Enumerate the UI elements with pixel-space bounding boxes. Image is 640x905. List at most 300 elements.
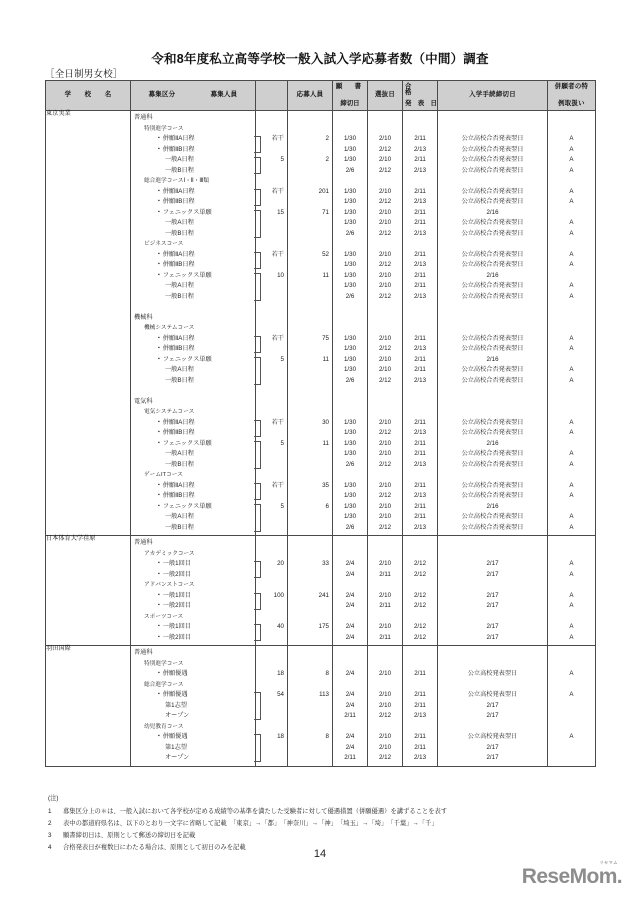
applicants-value: 113 bbox=[319, 691, 329, 698]
doc-deadline-value: 1/30 bbox=[343, 366, 357, 373]
applicants-value bbox=[288, 365, 332, 376]
exam-date-value: 2/10 bbox=[378, 366, 392, 373]
division-label: 普通科 bbox=[134, 114, 153, 121]
note-value bbox=[548, 680, 595, 691]
note-value bbox=[548, 711, 595, 722]
quota-value bbox=[256, 428, 287, 439]
exam-date-value: 2/12 bbox=[378, 345, 392, 352]
header-division-label: 募集区分 bbox=[148, 91, 176, 99]
applicants-value bbox=[288, 229, 332, 240]
result-date-value: 2/11 bbox=[414, 450, 426, 457]
doc-deadline-value: 1/30 bbox=[343, 208, 357, 216]
procedure-value: 公立高校合否発表翌日 bbox=[461, 145, 524, 153]
procedure-value bbox=[438, 680, 547, 691]
doc-deadline-value: 1/30 bbox=[343, 355, 357, 363]
doc-deadline-cell bbox=[333, 646, 368, 767]
division-label: ゲームITコース bbox=[144, 472, 183, 478]
exam-date-value: 2/10 bbox=[378, 701, 392, 709]
applicants-value bbox=[288, 397, 332, 408]
applicants-value bbox=[288, 491, 332, 502]
division-label: ▪ 併願優遇 bbox=[131, 690, 255, 701]
procedure-value bbox=[438, 612, 547, 623]
quota-value: 54 bbox=[256, 690, 287, 701]
procedure-value bbox=[438, 648, 547, 659]
result-date-value: 2/11 bbox=[414, 691, 426, 698]
doc-deadline-value bbox=[333, 549, 367, 560]
division-label: ビジネスコース bbox=[144, 241, 184, 247]
procedure-value: 公立高校合否発表翌日 bbox=[461, 282, 524, 289]
exam-date-value: 2/10 bbox=[378, 250, 392, 258]
result-date-value bbox=[403, 470, 437, 481]
doc-deadline-cell bbox=[333, 111, 368, 536]
quota-value: 15 bbox=[256, 208, 287, 219]
quota-value bbox=[256, 491, 287, 502]
exam-date-value bbox=[368, 580, 402, 591]
division-label: ▪ 併願ⅡA日程 bbox=[131, 250, 255, 261]
division-label: ▪ 併願優遇 bbox=[131, 732, 255, 743]
doc-deadline-value: 1/30 bbox=[343, 156, 357, 163]
note-value: A bbox=[569, 623, 574, 630]
result-date-value bbox=[403, 680, 437, 691]
quota-value bbox=[256, 365, 287, 376]
exam-date-value bbox=[368, 239, 402, 250]
division-label: 一般A日程 bbox=[165, 282, 194, 289]
result-date-value: 2/11 bbox=[414, 282, 426, 289]
note-value bbox=[548, 648, 595, 659]
procedure-value: 公立高校合否発表翌日 bbox=[461, 250, 524, 258]
applicants-value bbox=[288, 292, 332, 303]
division-label: ▪ 併願ⅡB日程 bbox=[131, 260, 255, 271]
result-date-value: 2/11 bbox=[414, 271, 426, 279]
procedure-value: 公立高校合否発表翌日 bbox=[461, 187, 524, 195]
header-result-l2: 発 表 日 bbox=[405, 99, 437, 107]
result-date-value: 2/11 bbox=[414, 187, 426, 195]
note-value: A bbox=[569, 492, 574, 499]
quota-value bbox=[256, 239, 287, 250]
result-date-value: 2/11 bbox=[414, 355, 426, 363]
result-date-value: 2/13 bbox=[413, 376, 427, 384]
division-label: ▪ 一般2回目 bbox=[131, 601, 255, 612]
division-label: ▪ 一般2回目 bbox=[131, 570, 255, 581]
applicants-value bbox=[288, 386, 332, 397]
division-cell bbox=[131, 111, 256, 536]
quota-value bbox=[256, 292, 287, 303]
exam-date-value: 2/10 bbox=[378, 135, 392, 142]
procedure-value: 公立高校合否発表翌日 bbox=[461, 334, 524, 342]
applicants-value: 71 bbox=[322, 208, 329, 216]
footnote-text: 表中の都道府県名は、以下のとおり一文字に省略して記載 「東京」→「都」 「神奈川」→「神」 「埼玉」→「埼」 「千葉」→「千」 bbox=[63, 819, 438, 827]
quota-value bbox=[256, 281, 287, 292]
result-date-value: 2/13 bbox=[413, 229, 427, 237]
note-value bbox=[548, 239, 595, 250]
applicants-value bbox=[288, 344, 332, 355]
note-value: A bbox=[569, 513, 574, 520]
note-value: A bbox=[569, 282, 574, 289]
applicants-value bbox=[288, 124, 332, 135]
subtitle-label: ［全日制男女校］ bbox=[45, 69, 123, 80]
division-label: ▪ 一般1回目 bbox=[131, 622, 255, 633]
doc-deadline-value: 2/6 bbox=[345, 229, 355, 237]
procedure-value: 公立高校合否発表翌日 bbox=[461, 429, 524, 436]
note-cell bbox=[548, 536, 596, 646]
quota-value: 若干 bbox=[256, 481, 287, 492]
doc-deadline-value: 1/30 bbox=[343, 187, 357, 195]
procedure-cell bbox=[438, 111, 548, 536]
note-value: A bbox=[569, 633, 574, 641]
division-label: 総合進学コース bbox=[144, 681, 184, 688]
division-label: ▪ 併願ⅡA日程 bbox=[131, 187, 255, 198]
quota-value bbox=[256, 601, 287, 612]
procedure-value: 2/17 bbox=[486, 712, 499, 719]
result-date-value bbox=[403, 323, 437, 334]
exam-date-value: 2/10 bbox=[378, 743, 392, 751]
exam-date-value: 2/10 bbox=[378, 450, 392, 457]
result-date-value: 2/11 bbox=[414, 334, 426, 342]
note-value: A bbox=[569, 376, 574, 384]
note-value: A bbox=[569, 198, 574, 205]
exam-date-value: 2/10 bbox=[378, 502, 392, 510]
quota-value bbox=[256, 570, 287, 581]
procedure-value: 公立高校合否発表翌日 bbox=[461, 292, 524, 300]
result-date-value: 2/12 bbox=[413, 623, 427, 630]
exam-date-value: 2/11 bbox=[379, 633, 391, 641]
result-date-value: 2/13 bbox=[413, 198, 427, 205]
procedure-value bbox=[438, 659, 547, 670]
procedure-value bbox=[438, 176, 547, 187]
exam-date-value: 2/10 bbox=[378, 439, 392, 447]
quota-value: 100 bbox=[256, 591, 287, 602]
note-cell bbox=[548, 111, 596, 536]
footnote-item bbox=[48, 806, 447, 818]
applicants-value bbox=[288, 523, 332, 534]
exam-date-value: 2/12 bbox=[378, 712, 392, 719]
applicants-value bbox=[288, 302, 332, 313]
procedure-value: 2/17 bbox=[486, 570, 499, 578]
quota-value bbox=[256, 229, 287, 240]
division-label: 一般A日程 bbox=[165, 219, 194, 226]
quota-value bbox=[256, 302, 287, 313]
header-division bbox=[131, 81, 256, 111]
division-label: 特別進学コース bbox=[144, 125, 184, 132]
division-label: ▪ フェニックス単願 bbox=[131, 271, 255, 282]
note-value: A bbox=[569, 460, 574, 468]
result-date-value: 2/13 bbox=[413, 429, 427, 436]
division-label: 一般B日程 bbox=[165, 376, 194, 384]
applicants-value bbox=[288, 166, 332, 177]
exam-date-value bbox=[368, 302, 402, 313]
note-value bbox=[548, 386, 595, 397]
doc-deadline-value bbox=[333, 386, 367, 397]
division-label: オープン bbox=[165, 754, 190, 761]
note-value: A bbox=[569, 135, 574, 142]
quota-value bbox=[256, 145, 287, 156]
procedure-cell bbox=[438, 646, 548, 767]
division-label: スポーツコース bbox=[144, 613, 184, 620]
school-name-cell: 東京実業 bbox=[46, 111, 131, 536]
procedure-value: 2/17 bbox=[486, 743, 499, 751]
exam-date-value: 2/10 bbox=[378, 271, 392, 279]
doc-deadline-value: 2/6 bbox=[345, 292, 355, 300]
quota-value bbox=[256, 612, 287, 623]
quota-value bbox=[256, 512, 287, 523]
procedure-value bbox=[438, 580, 547, 591]
note-value: A bbox=[569, 219, 574, 226]
quota-value: 5 bbox=[256, 439, 287, 450]
procedure-value: 公立高校合否発表翌日 bbox=[461, 156, 524, 163]
quota-value bbox=[256, 407, 287, 418]
exam-date-value: 2/12 bbox=[378, 376, 392, 384]
result-date-cell bbox=[403, 111, 438, 536]
note-value bbox=[548, 397, 595, 408]
table-row bbox=[46, 536, 596, 646]
doc-deadline-value: 1/30 bbox=[343, 135, 357, 142]
result-date-value bbox=[403, 538, 437, 549]
result-date-value: 2/11 bbox=[414, 481, 426, 489]
quota-value bbox=[256, 397, 287, 408]
exam-date-value: 2/12 bbox=[378, 145, 392, 153]
quota-value: 若干 bbox=[256, 134, 287, 145]
applicants-value bbox=[288, 407, 332, 418]
header-doc-deadline-l2: 締切日 bbox=[340, 99, 360, 107]
applicants-value bbox=[288, 512, 332, 523]
doc-deadline-value: 1/30 bbox=[343, 219, 357, 226]
result-date-value bbox=[403, 313, 437, 324]
applicants-value bbox=[288, 313, 332, 324]
applicants-value bbox=[288, 460, 332, 471]
doc-deadline-value: 1/30 bbox=[343, 345, 357, 352]
note-value: A bbox=[569, 229, 574, 237]
division-label: 第1志望 bbox=[165, 701, 188, 709]
quota-cell bbox=[256, 536, 288, 646]
procedure-value bbox=[438, 313, 547, 324]
exam-date-value: 2/11 bbox=[379, 602, 391, 609]
exam-date-value bbox=[368, 612, 402, 623]
quota-value bbox=[256, 743, 287, 754]
doc-deadline-value: 1/30 bbox=[343, 334, 357, 342]
exam-date-value: 2/12 bbox=[378, 261, 392, 268]
quota-value bbox=[256, 344, 287, 355]
doc-deadline-value: 2/4 bbox=[345, 570, 355, 578]
applicants-value bbox=[288, 680, 332, 691]
division-label: 電気科 bbox=[134, 397, 153, 405]
doc-deadline-value: 1/30 bbox=[343, 481, 357, 489]
quota-value bbox=[256, 313, 287, 324]
division-label: 一般A日程 bbox=[165, 156, 194, 163]
division-label: 機械科 bbox=[134, 313, 153, 321]
note-value: A bbox=[569, 156, 574, 163]
note-value bbox=[548, 176, 595, 187]
result-date-value bbox=[403, 648, 437, 659]
procedure-value: 公立高校発表翌日 bbox=[467, 733, 518, 740]
applicants-value bbox=[288, 260, 332, 271]
quota-value bbox=[256, 376, 287, 387]
result-date-value: 2/12 bbox=[413, 591, 427, 599]
quota-cell bbox=[256, 111, 288, 536]
doc-deadline-value bbox=[333, 648, 367, 659]
note-value bbox=[548, 701, 595, 712]
applicants-value: 201 bbox=[318, 187, 329, 195]
applicants-value bbox=[288, 145, 332, 156]
exam-date-value: 2/10 bbox=[378, 481, 392, 489]
note-value: A bbox=[569, 429, 574, 436]
school-name-cell: 日本体育大学荏原 bbox=[46, 536, 131, 646]
note-value: A bbox=[569, 366, 574, 373]
result-date-value: 2/11 bbox=[414, 670, 426, 677]
division-label: 一般B日程 bbox=[165, 166, 194, 174]
doc-deadline-value bbox=[333, 680, 367, 691]
division-label bbox=[131, 302, 255, 313]
quota-value: 5 bbox=[256, 155, 287, 166]
note-value bbox=[548, 659, 595, 670]
applicants-value: 35 bbox=[322, 481, 329, 489]
page-number: 14 bbox=[313, 848, 327, 860]
exam-date-value: 2/10 bbox=[378, 691, 392, 698]
note-value: A bbox=[569, 691, 574, 698]
division-label: アカデミックコース bbox=[144, 550, 195, 557]
result-date-value bbox=[403, 113, 437, 124]
quota-value bbox=[256, 538, 287, 549]
exam-date-value: 2/11 bbox=[379, 570, 391, 578]
header-quota-spacer bbox=[256, 81, 288, 111]
result-date-value: 2/12 bbox=[413, 633, 427, 641]
result-date-value bbox=[403, 659, 437, 670]
exam-date-value bbox=[368, 176, 402, 187]
note-value bbox=[548, 580, 595, 591]
exam-date-cell bbox=[368, 536, 403, 646]
doc-deadline-cell bbox=[333, 536, 368, 646]
quota-value bbox=[256, 549, 287, 560]
doc-deadline-value bbox=[333, 659, 367, 670]
division-label: ▪ 併願ⅡA日程 bbox=[131, 334, 255, 345]
exam-date-value: 2/10 bbox=[378, 334, 392, 342]
exam-date-value bbox=[368, 124, 402, 135]
applicants-value: 2 bbox=[325, 156, 329, 163]
division-label: 一般B日程 bbox=[165, 523, 194, 531]
division-label: ▪ 併願ⅡB日程 bbox=[131, 428, 255, 439]
procedure-value bbox=[438, 722, 547, 733]
procedure-value: 公立高校合否発表翌日 bbox=[461, 229, 524, 237]
division-label: オープン bbox=[165, 712, 190, 719]
applicants-value: 241 bbox=[318, 591, 329, 599]
doc-deadline-value bbox=[333, 313, 367, 324]
applicants-value bbox=[288, 197, 332, 208]
quota-value bbox=[256, 449, 287, 460]
quota-value bbox=[256, 711, 287, 722]
quota-value bbox=[256, 701, 287, 712]
applicants-value: 11 bbox=[322, 355, 329, 363]
quota-value: 若干 bbox=[256, 250, 287, 261]
applicants-value bbox=[288, 701, 332, 712]
result-date-value: 2/12 bbox=[413, 560, 427, 567]
division-label: 総合進学コースⅠ・Ⅱ・Ⅲ類 bbox=[144, 178, 209, 184]
result-date-value: 2/11 bbox=[414, 156, 426, 163]
doc-deadline-value: 2/11 bbox=[344, 754, 356, 761]
doc-deadline-value: 2/6 bbox=[345, 523, 355, 531]
applicants-value bbox=[288, 218, 332, 229]
procedure-value: 公立高校合否発表翌日 bbox=[461, 492, 524, 499]
result-date-value: 2/11 bbox=[414, 733, 426, 740]
division-label: 一般A日程 bbox=[165, 450, 194, 457]
applicants-value bbox=[288, 633, 332, 644]
result-date-value: 2/11 bbox=[414, 513, 426, 520]
footnote-number: 3 bbox=[48, 831, 52, 839]
exam-date-value: 2/12 bbox=[378, 523, 392, 531]
note-value: A bbox=[569, 418, 574, 426]
applicants-value: 2 bbox=[325, 135, 329, 142]
result-date-value: 2/13 bbox=[413, 460, 427, 468]
note-value bbox=[548, 549, 595, 560]
note-value: A bbox=[569, 261, 574, 268]
division-label: ▪ 併願ⅡA日程 bbox=[131, 418, 255, 429]
procedure-value: 2/17 bbox=[486, 623, 499, 630]
procedure-value bbox=[438, 470, 547, 481]
division-label: ▪ 併願優遇 bbox=[131, 669, 255, 680]
doc-deadline-value: 1/30 bbox=[343, 271, 357, 279]
procedure-value: 公立高校合否発表翌日 bbox=[461, 513, 524, 520]
note-value: A bbox=[569, 334, 574, 342]
quota-cell bbox=[256, 646, 288, 767]
result-date-value: 2/13 bbox=[413, 292, 427, 300]
applicants-cell bbox=[288, 536, 333, 646]
procedure-value: 2/17 bbox=[486, 560, 499, 567]
quota-value: 20 bbox=[256, 559, 287, 570]
procedure-value bbox=[438, 397, 547, 408]
procedure-value: 公立高校発表翌日 bbox=[467, 691, 518, 698]
division-label: アドバンストコース bbox=[144, 582, 195, 588]
exam-date-value: 2/10 bbox=[378, 418, 392, 426]
exam-date-value bbox=[368, 470, 402, 481]
exam-date-value bbox=[368, 680, 402, 691]
procedure-value: 公立高校合否発表翌日 bbox=[461, 481, 524, 489]
division-label: ▪ 併願ⅡA日程 bbox=[131, 481, 255, 492]
header-applicants: 応募人員 bbox=[288, 81, 333, 111]
doc-deadline-value bbox=[333, 302, 367, 313]
procedure-value bbox=[438, 386, 547, 397]
quota-value: 10 bbox=[256, 271, 287, 282]
procedure-value bbox=[438, 124, 547, 135]
doc-deadline-value: 2/4 bbox=[345, 743, 355, 751]
procedure-value: 2/16 bbox=[486, 355, 499, 363]
applicants-value bbox=[288, 428, 332, 439]
doc-deadline-value: 2/4 bbox=[345, 733, 355, 740]
header-procedure-deadline: 入学手続締切日 bbox=[438, 81, 548, 111]
applicants-value bbox=[288, 449, 332, 460]
quota-value: 5 bbox=[256, 502, 287, 513]
resemom-logo bbox=[521, 860, 622, 888]
note-value: A bbox=[569, 166, 574, 174]
applicants-table bbox=[45, 80, 596, 767]
exam-date-value bbox=[368, 648, 402, 659]
quota-value bbox=[256, 113, 287, 124]
result-date-value bbox=[403, 407, 437, 418]
note-value: A bbox=[569, 345, 574, 352]
applicants-value bbox=[288, 470, 332, 481]
procedure-cell bbox=[438, 536, 548, 646]
note-value bbox=[548, 743, 595, 754]
applicants-value bbox=[288, 580, 332, 591]
doc-deadline-value: 1/30 bbox=[343, 513, 357, 520]
procedure-value: 公立高校合否発表翌日 bbox=[461, 376, 524, 384]
doc-deadline-value bbox=[333, 580, 367, 591]
exam-date-value bbox=[368, 538, 402, 549]
result-date-value: 2/11 bbox=[414, 701, 426, 709]
doc-deadline-value: 1/30 bbox=[343, 250, 357, 258]
exam-date-value bbox=[368, 549, 402, 560]
exam-date-value: 2/10 bbox=[378, 355, 392, 363]
header-result-l1: 合 格 bbox=[405, 82, 434, 97]
note-value bbox=[548, 124, 595, 135]
header-school: 学 校 名 bbox=[46, 81, 131, 111]
